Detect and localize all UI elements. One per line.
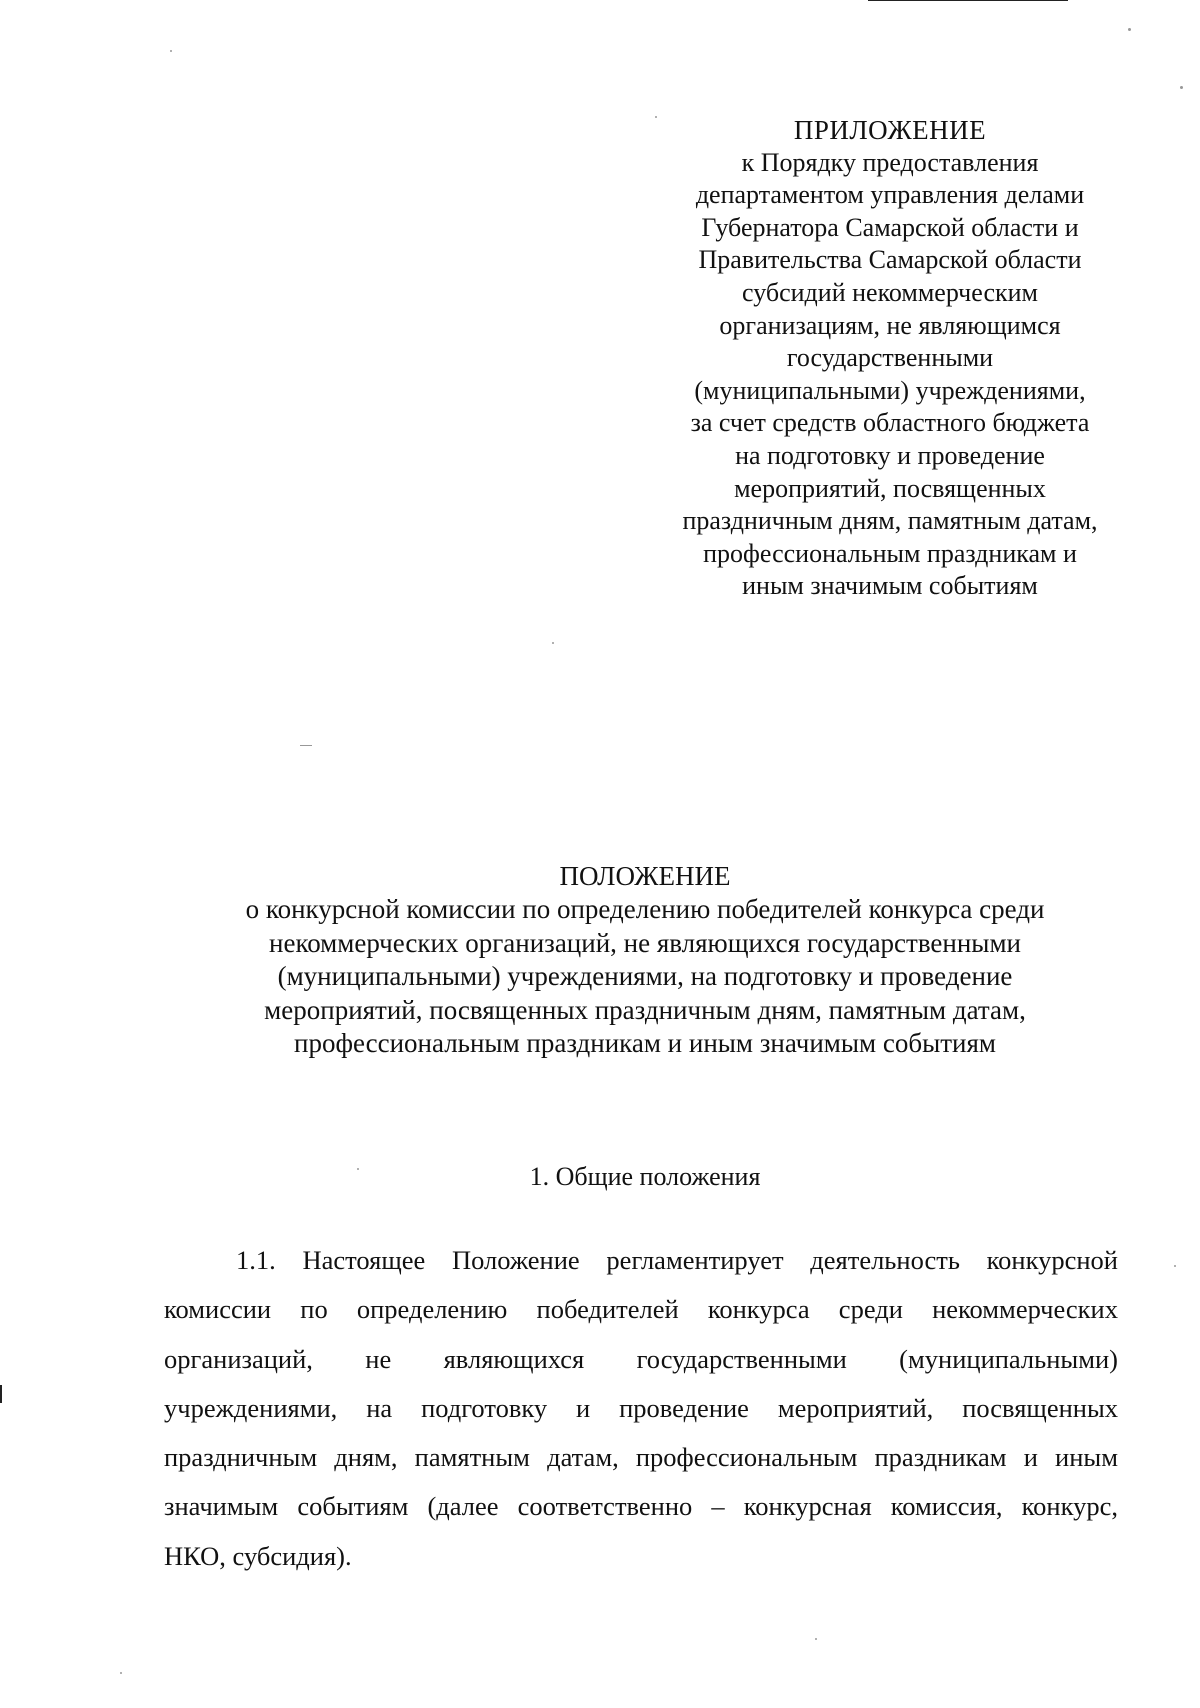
scan-speck xyxy=(1180,86,1183,89)
appendix-line: иным значимым событиям xyxy=(742,571,1038,601)
paragraph-line: праздничным дням, памятным датам, профессиональным праздникам и иным xyxy=(164,1442,1118,1473)
scan-speck xyxy=(170,50,172,52)
appendix-block xyxy=(630,114,1150,603)
paragraph-line: значимым событиям (далее соответственно – конкурсная комиссия, конкурс, xyxy=(164,1491,1118,1522)
paragraph-line: НКО, субсидия). xyxy=(164,1540,352,1571)
scan-edge-mark xyxy=(0,1385,2,1403)
appendix-line: праздничным дням, памятным датам, xyxy=(682,506,1098,536)
paragraph-line: 1.1. Настоящее Положение регламентирует деятельность конкурсной xyxy=(236,1245,1118,1275)
document-title-block xyxy=(120,860,1170,1060)
document-title-line: мероприятий, посвященных праздничным дням, памятным датам, xyxy=(264,994,1026,1025)
paragraph-line: комиссии по определению победителей конкурса среди некоммерческих xyxy=(164,1294,1118,1325)
appendix-line: на подготовку и проведение xyxy=(735,440,1045,470)
document-title-line: некоммерческих организаций, не являющихся государственными xyxy=(269,927,1021,958)
appendix-line: государственными xyxy=(786,343,994,373)
scan-speck xyxy=(1174,1265,1176,1267)
appendix-line: (муниципальными) учреждениями, xyxy=(694,375,1086,405)
scan-speck xyxy=(120,1672,122,1674)
document-title-heading: ПОЛОЖЕНИЕ xyxy=(559,861,731,891)
document-title-line: о конкурсной комиссии по определению победителей конкурса среди xyxy=(245,894,1045,925)
paragraph-line: организаций, не являющихся государственными (муниципальными) xyxy=(164,1343,1118,1374)
scan-edge-line xyxy=(868,0,1068,1)
appendix-heading: ПРИЛОЖЕНИЕ xyxy=(793,115,987,145)
section-heading: 1. Общие положения xyxy=(529,1162,761,1191)
appendix-line: Правительства Самарской области xyxy=(698,245,1082,275)
scan-speck xyxy=(1128,28,1131,31)
paragraph-line: учреждениями, на подготовку и проведение мероприятий, посвященных xyxy=(164,1392,1118,1423)
scan-speck xyxy=(815,1638,817,1640)
appendix-line: к Порядку предоставления xyxy=(741,147,1039,177)
scan-speck xyxy=(552,642,554,644)
appendix-line: департаментом управления делами xyxy=(695,180,1085,210)
scan-speck xyxy=(300,745,312,746)
appendix-line: мероприятий, посвященных xyxy=(734,473,1046,503)
paragraph-1-1 xyxy=(164,1236,1118,1581)
document-title-line: (муниципальными) учреждениями, на подготовку и проведение xyxy=(277,961,1013,992)
document-title-line: профессиональным праздникам и иным значимым событиям xyxy=(294,1028,996,1059)
appendix-line: профессиональным праздникам и xyxy=(703,538,1077,568)
appendix-line: субсидий некоммерческим xyxy=(742,277,1038,307)
appendix-line: организациям, не являющимся xyxy=(719,310,1061,340)
appendix-line: за счет средств областного бюджета xyxy=(690,408,1090,438)
appendix-line: Губернатора Самарской области и xyxy=(701,212,1079,242)
